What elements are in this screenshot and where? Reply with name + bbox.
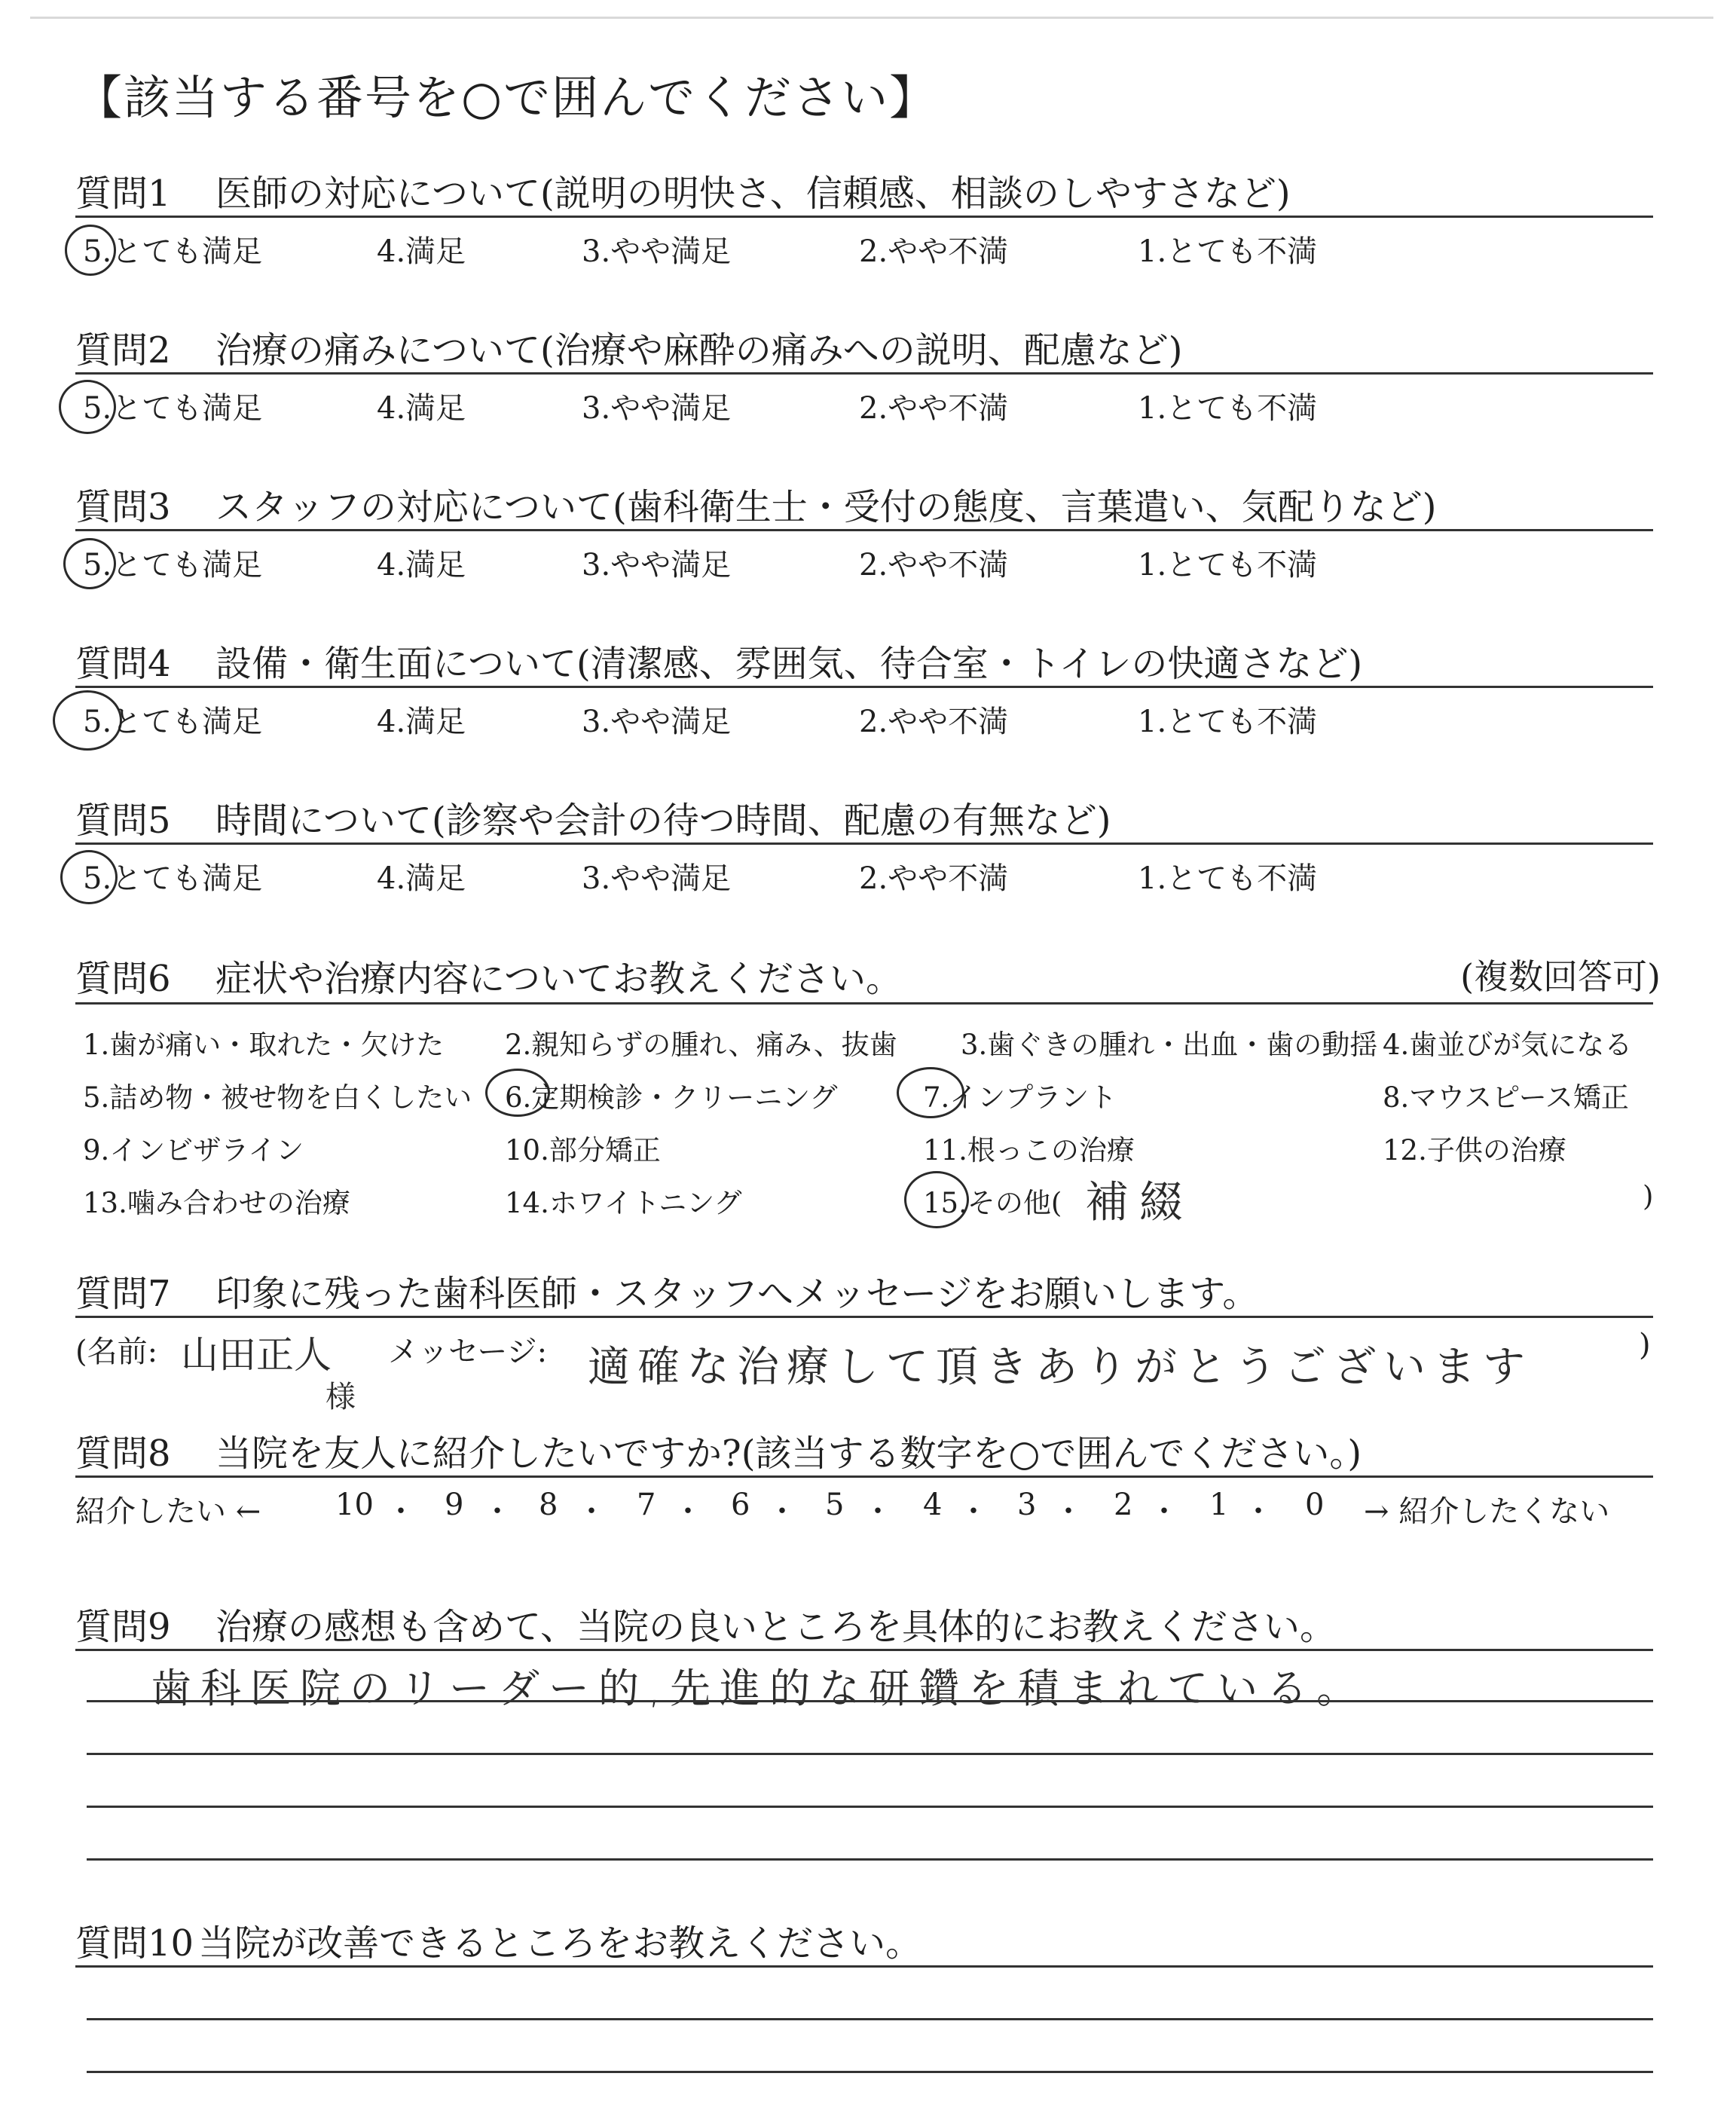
other-close-paren: ) bbox=[1643, 1180, 1654, 1212]
treatment-option-2[interactable]: 2.親知らずの腫れ、痛み、抜歯 bbox=[505, 1029, 897, 1061]
divider bbox=[75, 216, 1653, 218]
question-text: 治療の痛みについて(治療や麻酔の痛みへの説明、配慮など) bbox=[215, 329, 1183, 372]
option-3[interactable]: 3.やや満足 bbox=[582, 548, 732, 583]
treatment-option-13[interactable]: 13.噛み合わせの治療 bbox=[83, 1187, 350, 1219]
option-5[interactable]: 5.とても満足 bbox=[83, 705, 263, 739]
option-2[interactable]: 2.やや不満 bbox=[859, 391, 1009, 426]
scale-4[interactable]: 4 bbox=[923, 1488, 943, 1522]
treatment-option-6[interactable]: 6.定期検診・クリーニング bbox=[505, 1081, 838, 1114]
option-4[interactable]: 4.満足 bbox=[377, 548, 466, 583]
question-8 bbox=[75, 1424, 1362, 1476]
question-number: 質問8 bbox=[75, 1433, 171, 1475]
divider bbox=[75, 1002, 1653, 1005]
question-number: 質問7 bbox=[75, 1273, 171, 1315]
option-2[interactable]: 2.やや不満 bbox=[859, 705, 1009, 739]
recommend-right-label: → 紹介したくない bbox=[1364, 1494, 1610, 1529]
page-heading: 【該当する番号を○で囲んでください】 bbox=[75, 70, 938, 125]
question-number: 質問10 bbox=[75, 1922, 194, 1965]
answer-line bbox=[87, 2018, 1653, 2020]
treatment-option-14[interactable]: 14.ホワイトニング bbox=[505, 1187, 742, 1219]
question-text: 設備・衛生面について(清潔感、雰囲気、待合室・トイレの快適さなど) bbox=[215, 643, 1363, 685]
name-label: (名前: bbox=[75, 1335, 158, 1369]
option-5[interactable]: 5.とても満足 bbox=[83, 861, 263, 896]
question-4 bbox=[75, 635, 1362, 687]
question-10 bbox=[75, 1914, 921, 1966]
option-4[interactable]: 4.満足 bbox=[377, 391, 466, 426]
question-text: 時間について(診察や会計の待つ時間、配慮の有無など) bbox=[215, 800, 1111, 842]
recommend-scale bbox=[75, 1488, 1661, 1533]
option-1[interactable]: 1.とても不満 bbox=[1138, 234, 1318, 269]
question-2 bbox=[75, 321, 1183, 373]
option-5[interactable]: 5.とても満足 bbox=[83, 548, 263, 583]
scale-1[interactable]: 1 bbox=[1209, 1488, 1229, 1522]
treatment-options bbox=[83, 1022, 1661, 1248]
question-number: 質問1 bbox=[75, 173, 171, 215]
scale-separator: ・ bbox=[673, 1494, 703, 1529]
question-text: 印象に残った歯科医師・スタッフへメッセージをお願いします。 bbox=[215, 1273, 1259, 1315]
question-1 bbox=[75, 164, 1291, 216]
option-2[interactable]: 2.やや不満 bbox=[859, 234, 1009, 269]
question-text: 治療の感想も含めて、当院の良いところを具体的にお教えください。 bbox=[215, 1606, 1337, 1648]
treatment-option-10[interactable]: 10.部分矯正 bbox=[505, 1134, 661, 1167]
question-text: 症状や治療内容についてお教えください。 bbox=[215, 958, 903, 1000]
treatment-option-5[interactable]: 5.詰め物・被せ物を白くしたい bbox=[83, 1081, 472, 1114]
other-treatment-handwriting: 補綴 bbox=[1085, 1176, 1194, 1228]
divider bbox=[75, 1649, 1653, 1651]
scale-9[interactable]: 9 bbox=[445, 1488, 464, 1522]
question-text: 当院を友人に紹介したいですか?(該当する数字を○で囲んでください。) bbox=[215, 1433, 1362, 1475]
question-number: 質問5 bbox=[75, 800, 171, 842]
question-number: 質問3 bbox=[75, 486, 171, 528]
option-5[interactable]: 5.とても満足 bbox=[83, 234, 263, 269]
option-1[interactable]: 1.とても不満 bbox=[1138, 548, 1318, 583]
option-3[interactable]: 3.やや満足 bbox=[582, 391, 732, 426]
scale-5[interactable]: 5 bbox=[825, 1488, 845, 1522]
option-3[interactable]: 3.やや満足 bbox=[582, 234, 732, 269]
top-border bbox=[30, 17, 1713, 19]
name-handwriting: 山田正人 bbox=[181, 1333, 332, 1377]
scale-separator: ・ bbox=[767, 1494, 797, 1529]
treatment-option-3[interactable]: 3.歯ぐきの腫れ・出血・歯の動揺 bbox=[961, 1029, 1378, 1061]
answer-line bbox=[87, 1700, 1653, 1702]
divider bbox=[75, 372, 1653, 375]
message-label: メッセージ: bbox=[388, 1335, 548, 1369]
treatment-option-9[interactable]: 9.インビザライン bbox=[83, 1134, 304, 1167]
scale-0[interactable]: 0 bbox=[1305, 1488, 1325, 1522]
option-4[interactable]: 4.満足 bbox=[377, 705, 466, 739]
divider bbox=[75, 1316, 1653, 1318]
option-5[interactable]: 5.とても満足 bbox=[83, 391, 263, 426]
divider bbox=[75, 1965, 1653, 1968]
scale-10[interactable]: 10 bbox=[335, 1488, 374, 1522]
answer-line bbox=[87, 2071, 1653, 2073]
honorific-handwriting: 様 bbox=[326, 1380, 356, 1414]
option-4[interactable]: 4.満足 bbox=[377, 861, 466, 896]
option-2[interactable]: 2.やや不満 bbox=[859, 861, 1009, 896]
recommend-left-label: 紹介したい ← bbox=[75, 1494, 261, 1529]
question-number: 質問2 bbox=[75, 329, 171, 372]
question-text: スタッフの対応について(歯科衛生士・受付の態度、言葉遣い、気配りなど) bbox=[215, 486, 1437, 528]
option-3[interactable]: 3.やや満足 bbox=[582, 861, 732, 896]
multiple-answer-note: (複数回答可) bbox=[1460, 956, 1661, 997]
question-text: 医師の対応について(説明の明快さ、信頼感、相談のしやすさなど) bbox=[215, 173, 1291, 215]
scale-6[interactable]: 6 bbox=[731, 1488, 750, 1522]
divider bbox=[75, 686, 1653, 688]
scale-separator: ・ bbox=[958, 1494, 989, 1529]
scale-separator: ・ bbox=[1053, 1494, 1083, 1529]
divider bbox=[75, 842, 1653, 845]
scale-7[interactable]: 7 bbox=[637, 1488, 656, 1522]
answer-line bbox=[87, 1753, 1653, 1755]
scale-separator: ・ bbox=[482, 1494, 512, 1529]
scale-separator: ・ bbox=[1243, 1494, 1273, 1529]
treatment-option-8[interactable]: 8.マウスピース矯正 bbox=[1383, 1081, 1629, 1114]
scale-3[interactable]: 3 bbox=[1017, 1488, 1037, 1522]
divider bbox=[75, 529, 1653, 531]
treatment-option-1[interactable]: 1.歯が痛い・取れた・欠けた bbox=[83, 1029, 445, 1061]
option-1[interactable]: 1.とても不満 bbox=[1138, 391, 1318, 426]
message-handwriting: 適確な治療して頂きありがとうございます bbox=[588, 1343, 1533, 1392]
treatment-option-15[interactable]: 15.その他( bbox=[923, 1187, 1062, 1219]
scale-separator: ・ bbox=[863, 1494, 893, 1529]
scale-separator: ・ bbox=[386, 1494, 416, 1529]
option-4[interactable]: 4.満足 bbox=[377, 234, 466, 269]
option-1[interactable]: 1.とても不満 bbox=[1138, 861, 1318, 896]
question-7 bbox=[75, 1264, 1258, 1316]
treatment-option-4[interactable]: 4.歯並びが気になる bbox=[1383, 1029, 1633, 1061]
question-3 bbox=[75, 478, 1437, 530]
question-number: 質問6 bbox=[75, 958, 171, 1000]
divider bbox=[75, 1475, 1653, 1478]
answer-line bbox=[87, 1806, 1653, 1808]
question-number: 質問4 bbox=[75, 643, 171, 685]
question-5 bbox=[75, 791, 1111, 843]
question-9 bbox=[75, 1598, 1336, 1650]
question-6 bbox=[75, 950, 902, 1001]
option-2[interactable]: 2.やや不満 bbox=[859, 548, 1009, 583]
scale-separator: ・ bbox=[576, 1494, 607, 1529]
treatment-option-7[interactable]: 7.インプラント bbox=[923, 1081, 1117, 1114]
question-text: 当院が改善できるところをお教えください。 bbox=[198, 1922, 922, 1965]
answer-line bbox=[87, 1858, 1653, 1861]
treatment-option-12[interactable]: 12.子供の治療 bbox=[1383, 1134, 1566, 1167]
scale-8[interactable]: 8 bbox=[539, 1488, 558, 1522]
question-number: 質問9 bbox=[75, 1606, 171, 1648]
option-3[interactable]: 3.やや満足 bbox=[582, 705, 732, 739]
option-1[interactable]: 1.とても不満 bbox=[1138, 705, 1318, 739]
treatment-option-11[interactable]: 11.根っこの治療 bbox=[923, 1134, 1135, 1167]
scale-separator: ・ bbox=[1149, 1494, 1179, 1529]
message-close-paren: ) bbox=[1639, 1328, 1651, 1362]
q9-answer-handwriting: 歯科医院のリーダー的,先進的な研鑽を積まれている。 bbox=[151, 1665, 1367, 1712]
scale-2[interactable]: 2 bbox=[1114, 1488, 1133, 1522]
